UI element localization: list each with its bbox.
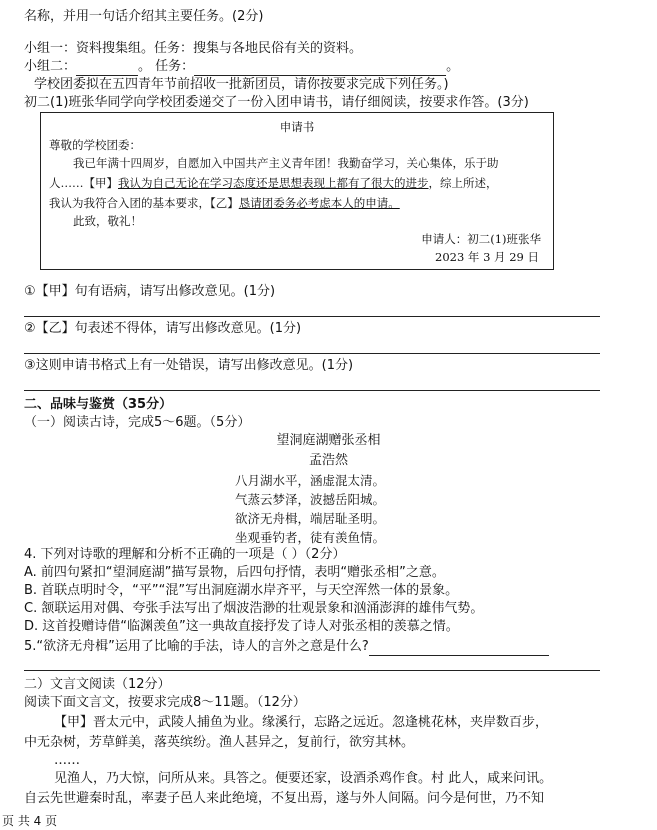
poem-author: 孟浩然 [308, 453, 348, 468]
letter-text: ，综上所述， [428, 176, 498, 190]
option-b[interactable]: B. 首联点明时令，“平”“混”写出洞庭湖水岸齐平，与天空浑然一体的景象。 [24, 583, 459, 598]
letter-question: 初二(1)班张华同学向学校团委递交了一份入团申请书，请仔细阅读，按要求作答。(3分) [24, 95, 529, 110]
question-5-blank[interactable] [369, 641, 549, 656]
option-c[interactable]: C. 颔联运用对偶、夸张手法写出了烟波浩渺的壮观景象和汹涌澎湃的雄伟气势。 [24, 601, 484, 616]
section-heading: 二、品味与鉴赏（35分） [24, 397, 173, 412]
subquestion-2: ②【乙】句表述不得体，请写出修改意见。(1分) [24, 321, 302, 336]
subsection-heading: 二）文言文阅读（12分） [24, 677, 171, 692]
classical-text-line: 自云先世避秦时乱，率妻子邑人来此绝境，不复出焉，遂与外人间隔。问今是何世，乃不知 [24, 791, 545, 806]
classical-text-line: 中无杂树，芳草鲜美，落英缤纷。渔人甚异之，复前行，欲穷其林。 [24, 735, 415, 750]
letter-paragraph-line [49, 195, 400, 211]
group2-prefix: 小组二： [24, 59, 77, 74]
question-5-text: 5.“欲济无舟楫”运用了比喻的手法，诗人的言外之意是什么? [24, 639, 369, 654]
option-a[interactable]: A. 前四句紧扣“望洞庭湖”描写景物，后四句抒情，表明“赠张丞相”之意。 [24, 565, 445, 580]
classical-text-line: 【甲】晋太元中，武陵人捕鱼为业。缘溪行，忘路之远近。忽逢桃花林，夹岸数百步， [54, 715, 549, 730]
page-footer: 页 共 4 页 [2, 814, 58, 828]
subsection-heading: （一）阅读古诗，完成5～6题。（5分） [24, 415, 251, 430]
subquestion-1: ①【甲】句有语病，请写出修改意见。(1分) [24, 284, 276, 299]
poem-line: 欲济无舟楫，端居耻圣明。 [234, 511, 385, 526]
letter-paragraph-line: 我已年满十四周岁，自愿加入中国共产主义青年团！我勤奋学习，关心集体，乐于助 [73, 156, 499, 170]
answer-line[interactable] [24, 353, 600, 354]
group1-line: 小组一：资料搜集组。任务：搜集与各地民俗有关的资料。 [24, 41, 363, 56]
option-d[interactable]: D. 这首投赠诗借“临渊羡鱼”这一典故直接抒发了诗人对张丞相的羡慕之情。 [24, 619, 459, 634]
yi-sentence: 恳请团委务必考虑本人的申请。 [238, 196, 400, 210]
group2-end: 。 [446, 59, 460, 74]
poem-line: 气蒸云梦泽，波撼岳阳城。 [234, 492, 385, 507]
intro-line: 学校团委拟在五四青年节前招收一批新团员，请你按要求完成下列任务。) [34, 77, 449, 92]
answer-line[interactable] [24, 390, 600, 391]
question-4: 4. 下列对诗歌的理解和分析不正确的一项是（ ）（2分） [24, 547, 346, 562]
letter-date: 2023 年 3 月 29 日 [435, 250, 539, 264]
subsection-intro: 阅读下面文言文，按要求完成8～11题。（12分） [24, 695, 306, 710]
application-letter-box [40, 112, 554, 270]
subquestion-3: ③这则申请书格式上有一处错误，请写出修改意见。(1分) [24, 358, 354, 373]
group2-name-blank[interactable] [76, 61, 138, 76]
classical-text-ellipsis: …… [54, 753, 80, 768]
letter-text: 我认为我符合入团的基本要求，【乙】 [49, 196, 239, 210]
group2-task-label: 。 任务： [138, 59, 195, 74]
jia-sentence: 我认为自己无论在学习态度还是思想表现上都有了很大的进步 [118, 176, 429, 190]
letter-signer: 申请人：初二(1)班张华 [421, 232, 541, 246]
poem-line: 坐观垂钓者，徒有羡鱼情。 [234, 530, 385, 545]
letter-closing: 此致，敬礼！ [73, 214, 142, 228]
classical-text-line: 见渔人，乃大惊，问所从来。具答之。便要还家，设酒杀鸡作食。村 此人，咸来问讯。 [54, 771, 553, 786]
letter-title: 申请书 [279, 120, 315, 134]
group2-task-blank[interactable] [194, 61, 446, 76]
poem-title: 望洞庭湖赠张丞相 [276, 433, 381, 448]
group2-line [24, 58, 459, 76]
letter-salutation: 尊敬的学校团委： [49, 138, 141, 152]
answer-line[interactable] [24, 316, 600, 317]
question-line: 名称，并用一句话介绍其主要任务。(2分) [24, 9, 264, 24]
poem-line: 八月湖水平，涵虚混太清。 [234, 473, 385, 488]
letter-paragraph-line [49, 175, 498, 191]
answer-line[interactable] [24, 670, 600, 671]
jia-marker: 人……【甲】 [49, 176, 118, 190]
question-5 [24, 638, 549, 656]
